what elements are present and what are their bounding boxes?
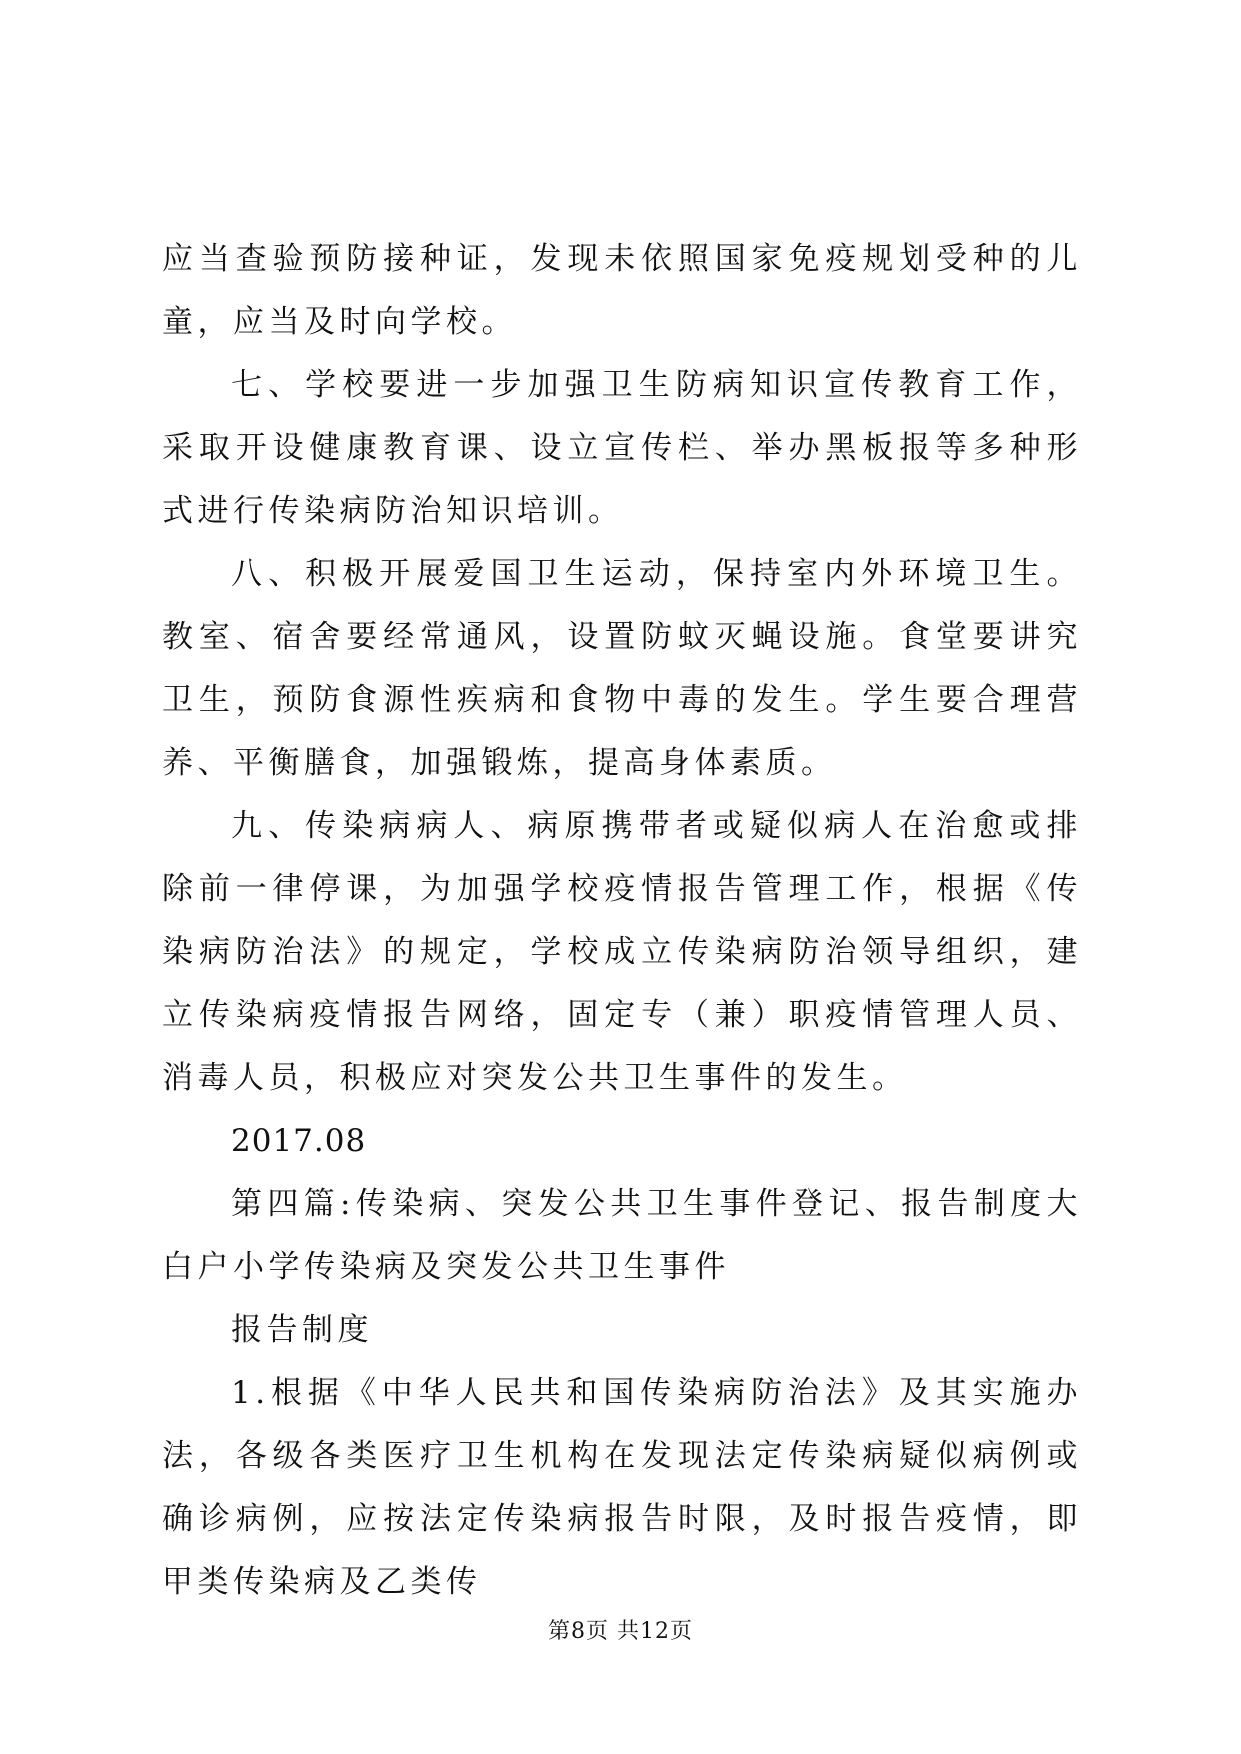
page-number: 第8页 共12页 xyxy=(548,1619,693,1644)
document-body xyxy=(162,228,1082,1614)
paragraph-date: 2017.08 xyxy=(231,1123,367,1159)
paragraph-item-7: 七、学校要进一步加强卫生防病知识宣传教育工作，采取开设健康教育课、设立宣传栏、举办黑板报等多种形式进行传染病防治知识培训。 xyxy=(162,367,1082,529)
paragraph-continuation: 应当查验预防接种证，发现未依照国家免疫规划受种的儿童，应当及时向学校。 xyxy=(162,241,1082,340)
section-heading: 第四篇:传染病、突发公共卫生事件登记、报告制度大白户小学传染病及突发公共卫生事件 xyxy=(162,1186,1082,1285)
paragraph-item-9: 九、传染病病人、病原携带者或疑似病人在治愈或排除前一律停课，为加强学校疫情报告管理工作，根据《传染病防治法》的规定，学校成立传染病防治领导组织，建立传染病疫情报告网络，固定专（兼）职疫情管理人员、消毒人员，积极应对突发公共卫生事件的发生。 xyxy=(162,808,1082,1096)
section-subheading: 报告制度 xyxy=(231,1312,373,1348)
paragraph-item-8: 八、积极开展爱国卫生运动，保持室内外环境卫生。教室、宿舍要经常通风，设置防蚊灭蝇设施。食堂要讲究卫生，预防食源性疾病和食物中毒的发生。学生要合理营养、平衡膳食，加强锻炼，提高身体素质。 xyxy=(162,556,1082,781)
paragraph-rule-1: 1.根据《中华人民共和国传染病防治法》及其实施办法，各级各类医疗卫生机构在发现法定传染病疑似病例或确诊病例，应按法定传染病报告时限，及时报告疫情，即甲类传染病及乙类传 xyxy=(162,1375,1082,1600)
